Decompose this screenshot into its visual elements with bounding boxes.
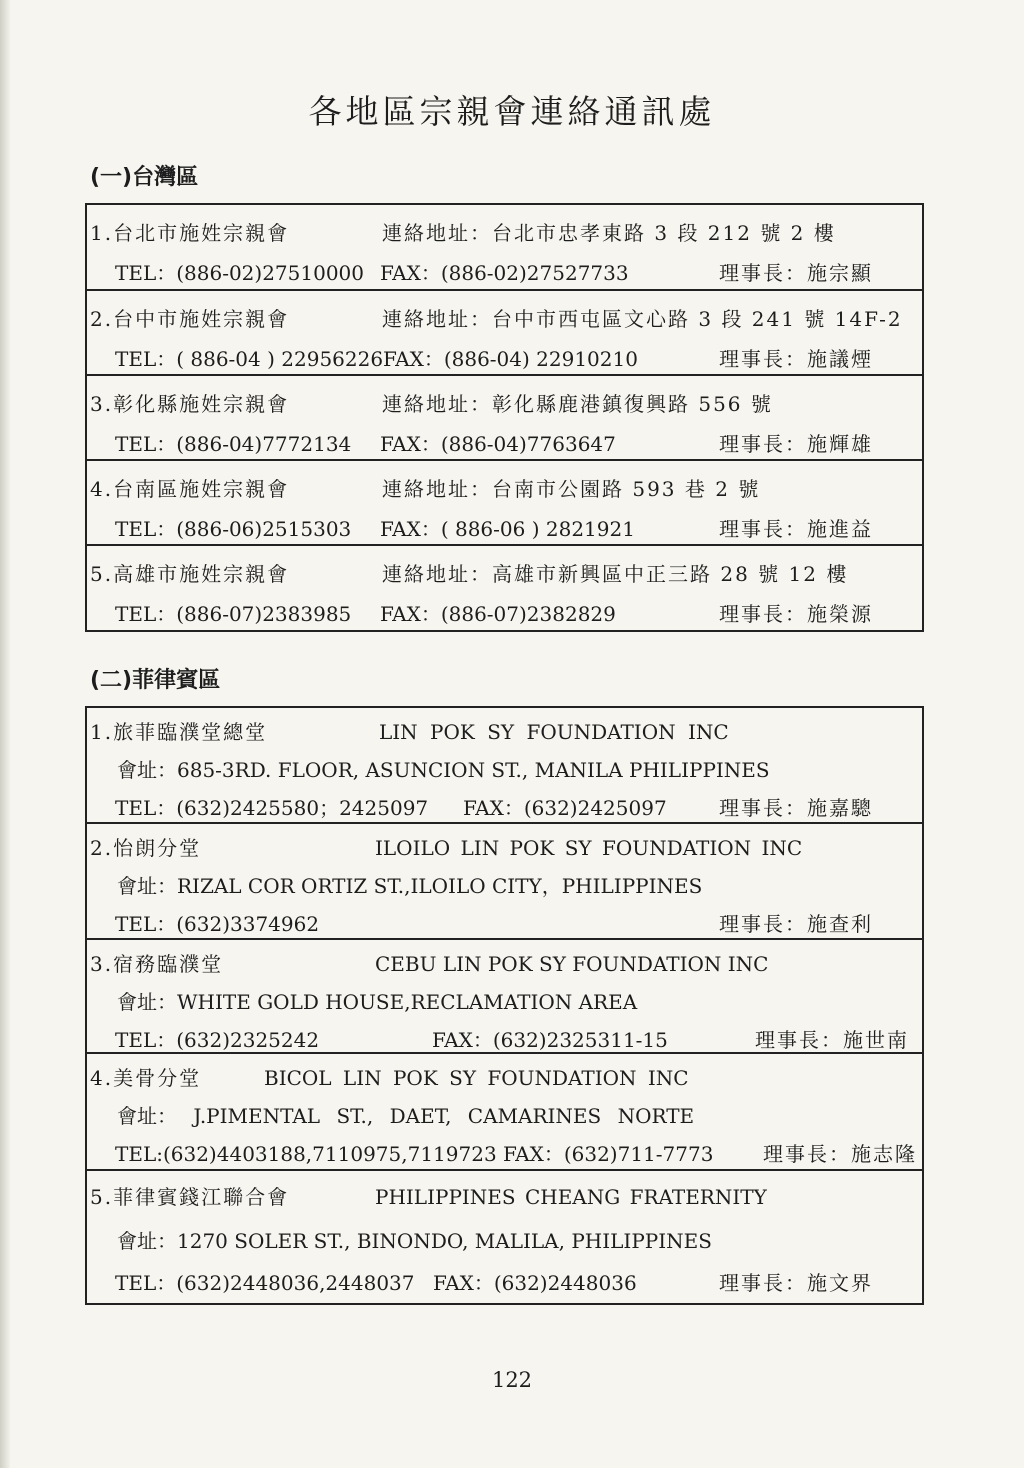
- org-name: 1.台北市施姓宗親會: [90, 221, 290, 245]
- org-english-name: LIN POK SY FOUNDATION INC: [379, 720, 729, 744]
- table-row: [87, 708, 922, 824]
- table-row: [87, 1171, 922, 1303]
- org-name: 1.旅菲臨濮堂總堂: [90, 720, 268, 744]
- org-tel: TEL：(632)3374962: [115, 912, 320, 936]
- org-name: 2.怡朗分堂: [90, 836, 202, 860]
- org-name: 4.台南區施姓宗親會: [90, 477, 290, 501]
- org-chair: 理事長：施查利: [719, 912, 873, 936]
- table-row: [87, 461, 922, 546]
- org-fax: FAX：(886-07)2382829: [380, 602, 616, 626]
- org-name: 4.美骨分堂: [90, 1066, 202, 1090]
- org-fax: FAX：( 886-06 ) 2821921: [380, 517, 635, 541]
- org-chair: 理事長：施嘉驄: [719, 796, 873, 820]
- org-chair: 理事長：施輝雄: [719, 432, 873, 456]
- org-name: 2.台中市施姓宗親會: [90, 307, 290, 331]
- org-chair: 理事長：施志隆: [763, 1142, 917, 1166]
- org-address: 連絡地址：台北市忠孝東路 3 段 212 號 2 樓: [382, 221, 836, 245]
- org-name: 3.彰化縣施姓宗親會: [90, 392, 290, 416]
- org-tel: TEL:(632)4403188,7110975,7119723: [115, 1142, 497, 1166]
- org-chair: 理事長：施世南: [755, 1028, 909, 1052]
- table-row: [87, 376, 922, 461]
- org-tel: TEL：(632)2448036,2448037: [115, 1271, 415, 1295]
- section-heading-philippines: (二)菲律賓區: [90, 668, 221, 693]
- org-address: 會址：685-3RD. FLOOR, ASUNCION ST., MANILA PHILIPPINES: [117, 758, 770, 782]
- org-address: 會址：RIZAL COR ORTIZ ST.,ILOILO CITY，PHILIPPINES: [117, 874, 703, 898]
- org-chair: 理事長：施榮源: [719, 602, 873, 626]
- org-fax: FAX：(886-04) 22910210: [383, 347, 638, 371]
- philippines-contact-table: [85, 706, 924, 1305]
- org-tel: TEL：(886-06)2515303: [115, 517, 352, 541]
- org-english-name: PHILIPPINES CHEANG FRATERNITY: [375, 1185, 767, 1209]
- org-address: 會址：WHITE GOLD HOUSE,RECLAMATION AREA: [117, 990, 638, 1014]
- org-fax: FAX：(632)2325311-15: [432, 1028, 668, 1052]
- org-fax: FAX：(886-02)27527733: [380, 261, 629, 285]
- org-address: 連絡地址：彰化縣鹿港鎮復興路 556 號: [382, 392, 773, 416]
- org-name: 5.菲律賓錢江聯合會: [90, 1185, 290, 1209]
- org-chair: 理事長：施進益: [719, 517, 873, 541]
- org-address: 連絡地址：台南市公園路 593 巷 2 號: [382, 477, 761, 501]
- org-tel: TEL：(886-02)27510000: [115, 261, 365, 285]
- org-english-name: BICOL LIN POK SY FOUNDATION INC: [264, 1066, 689, 1090]
- org-tel: TEL：(632)2425580；2425097: [115, 796, 429, 820]
- org-fax: FAX：(632)2448036: [433, 1271, 637, 1295]
- table-row: [87, 940, 922, 1054]
- org-name: 5.高雄市施姓宗親會: [90, 562, 290, 586]
- table-row: [87, 546, 922, 630]
- table-row: [87, 1054, 922, 1171]
- org-tel: TEL：(632)2325242: [115, 1028, 320, 1052]
- table-row: [87, 824, 922, 940]
- org-address: 會址：1270 SOLER ST., BINONDO, MALILA, PHILIPPINES: [117, 1229, 712, 1253]
- org-name: 3.宿務臨濮堂: [90, 952, 224, 976]
- org-chair: 理事長：施議煙: [719, 347, 873, 371]
- org-chair: 理事長：施宗顯: [719, 261, 873, 285]
- org-fax: FAX：(632)711-7773: [503, 1142, 714, 1166]
- org-tel: TEL：( 886-04 ) 22956226: [115, 347, 384, 371]
- org-address: 連絡地址：台中市西屯區文心路 3 段 241 號 14F-2: [382, 307, 903, 331]
- table-row: [87, 291, 922, 376]
- org-fax: FAX：(886-04)7763647: [380, 432, 616, 456]
- org-address: 會址： J.PIMENTAL ST., DAET, CAMARINES NORTE: [117, 1104, 695, 1128]
- section-heading-taiwan: (一)台灣區: [90, 165, 199, 190]
- taiwan-contact-table: [85, 203, 924, 632]
- page-edge: [0, 0, 10, 1468]
- org-chair: 理事長：施文界: [719, 1271, 873, 1295]
- org-fax: FAX：(632)2425097: [463, 796, 667, 820]
- org-tel: TEL：(886-04)7772134: [115, 432, 352, 456]
- table-row: [87, 205, 922, 291]
- org-address: 連絡地址：高雄市新興區中正三路 28 號 12 樓: [382, 562, 849, 586]
- org-tel: TEL：(886-07)2383985: [115, 602, 352, 626]
- page-title: 各地區宗親會連絡通訊處: [308, 92, 716, 131]
- page-number: 122: [491, 1368, 533, 1392]
- org-english-name: ILOILO LIN POK SY FOUNDATION INC: [375, 836, 803, 860]
- org-english-name: CEBU LIN POK SY FOUNDATION INC: [375, 952, 769, 976]
